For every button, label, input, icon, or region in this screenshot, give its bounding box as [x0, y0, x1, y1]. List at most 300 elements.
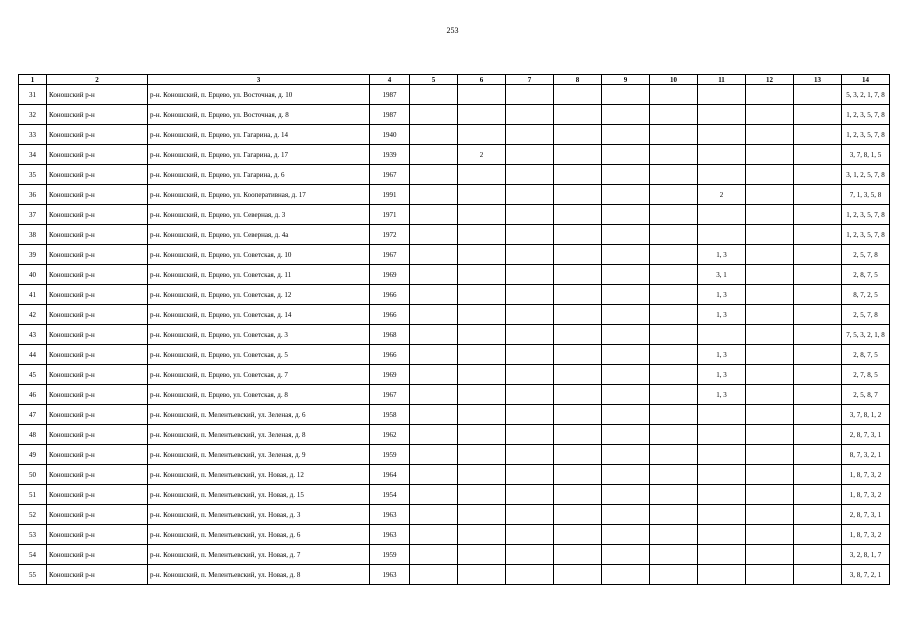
- district-cell: Коношский р-н: [47, 445, 148, 465]
- district-cell: Коношский р-н: [47, 545, 148, 565]
- district-cell: Коношский р-н: [47, 245, 148, 265]
- col9-cell: [602, 365, 650, 385]
- column-header: 1: [19, 75, 47, 85]
- col12-cell: [746, 105, 794, 125]
- col12-cell: [746, 465, 794, 485]
- year-cell: 1966: [370, 345, 410, 365]
- col5-cell: [410, 145, 458, 165]
- row-number-cell: 44: [19, 345, 47, 365]
- col12-cell: [746, 505, 794, 525]
- table-row: [19, 345, 890, 365]
- table-row: [19, 325, 890, 345]
- district-cell: Коношский р-н: [47, 105, 148, 125]
- address-cell: р-н. Коношский, п. Мелентьевский, ул. Новая, д. 7: [148, 545, 370, 565]
- col12-cell: [746, 445, 794, 465]
- col13-cell: [794, 205, 842, 225]
- row-number-cell: 46: [19, 385, 47, 405]
- col13-cell: [794, 145, 842, 165]
- address-cell: р-н. Коношский, п. Ерцево, ул. Советская, д. 5: [148, 345, 370, 365]
- col12-cell: [746, 485, 794, 505]
- col13-cell: [794, 445, 842, 465]
- col8-cell: [554, 405, 602, 425]
- address-cell: р-н. Коношский, п. Ерцево, ул. Советская, д. 10: [148, 245, 370, 265]
- col10-cell: [650, 345, 698, 365]
- col14-cell: 2, 8, 7, 3, 1: [842, 505, 890, 525]
- year-cell: 1972: [370, 225, 410, 245]
- district-cell: Коношский р-н: [47, 265, 148, 285]
- col9-cell: [602, 125, 650, 145]
- col14-cell: 1, 2, 3, 5, 7, 8: [842, 205, 890, 225]
- district-cell: Коношский р-н: [47, 385, 148, 405]
- col8-cell: [554, 425, 602, 445]
- col11-cell: 1, 3: [698, 305, 746, 325]
- col14-cell: 1, 2, 3, 5, 7, 8: [842, 105, 890, 125]
- col8-cell: [554, 145, 602, 165]
- col11-cell: [698, 465, 746, 485]
- col12-cell: [746, 85, 794, 105]
- table-row: [19, 425, 890, 445]
- year-cell: 1963: [370, 525, 410, 545]
- col6-cell: [458, 225, 506, 245]
- col9-cell: [602, 405, 650, 425]
- col6-cell: 2: [458, 145, 506, 165]
- col7-cell: [506, 405, 554, 425]
- district-cell: Коношский р-н: [47, 425, 148, 445]
- col11-cell: [698, 125, 746, 145]
- col13-cell: [794, 525, 842, 545]
- col14-cell: 2, 8, 7, 5: [842, 345, 890, 365]
- col10-cell: [650, 545, 698, 565]
- col8-cell: [554, 245, 602, 265]
- address-cell: р-н. Коношский, п. Ерцево, ул. Северная, д. 3: [148, 205, 370, 225]
- col14-cell: 2, 8, 7, 3, 1: [842, 425, 890, 445]
- col11-cell: [698, 105, 746, 125]
- row-number-cell: 36: [19, 185, 47, 205]
- col8-cell: [554, 545, 602, 565]
- col11-cell: 1, 3: [698, 385, 746, 405]
- year-cell: 1964: [370, 465, 410, 485]
- col8-cell: [554, 105, 602, 125]
- col10-cell: [650, 185, 698, 205]
- district-cell: Коношский р-н: [47, 225, 148, 245]
- col7-cell: [506, 425, 554, 445]
- col8-cell: [554, 85, 602, 105]
- year-cell: 1959: [370, 445, 410, 465]
- col5-cell: [410, 205, 458, 225]
- col8-cell: [554, 265, 602, 285]
- row-number-cell: 33: [19, 125, 47, 145]
- col12-cell: [746, 405, 794, 425]
- col7-cell: [506, 345, 554, 365]
- col9-cell: [602, 85, 650, 105]
- col14-cell: 1, 8, 7, 3, 2: [842, 525, 890, 545]
- col6-cell: [458, 285, 506, 305]
- year-cell: 1962: [370, 425, 410, 445]
- col13-cell: [794, 125, 842, 145]
- col7-cell: [506, 365, 554, 385]
- col9-cell: [602, 285, 650, 305]
- district-cell: Коношский р-н: [47, 85, 148, 105]
- col5-cell: [410, 565, 458, 585]
- district-cell: Коношский р-н: [47, 285, 148, 305]
- district-cell: Коношский р-н: [47, 485, 148, 505]
- column-header: 6: [458, 75, 506, 85]
- row-number-cell: 38: [19, 225, 47, 245]
- col13-cell: [794, 325, 842, 345]
- year-cell: 1987: [370, 105, 410, 125]
- year-cell: 1959: [370, 545, 410, 565]
- col11-cell: [698, 145, 746, 165]
- col12-cell: [746, 365, 794, 385]
- col7-cell: [506, 85, 554, 105]
- district-cell: Коношский р-н: [47, 565, 148, 585]
- col7-cell: [506, 145, 554, 165]
- col9-cell: [602, 105, 650, 125]
- col13-cell: [794, 465, 842, 485]
- district-cell: Коношский р-н: [47, 165, 148, 185]
- address-cell: р-н. Коношский, п. Ерцево, ул. Советская, д. 7: [148, 365, 370, 385]
- table-row: [19, 545, 890, 565]
- col9-cell: [602, 485, 650, 505]
- col5-cell: [410, 465, 458, 485]
- table-row: [19, 105, 890, 125]
- col12-cell: [746, 225, 794, 245]
- col10-cell: [650, 525, 698, 545]
- col13-cell: [794, 245, 842, 265]
- col10-cell: [650, 565, 698, 585]
- col12-cell: [746, 545, 794, 565]
- table-row: [19, 465, 890, 485]
- address-cell: р-н. Коношский, п. Ерцево, ул. Советская, д. 11: [148, 265, 370, 285]
- col7-cell: [506, 125, 554, 145]
- col12-cell: [746, 265, 794, 285]
- col14-cell: 2, 7, 8, 5: [842, 365, 890, 385]
- col12-cell: [746, 285, 794, 305]
- col7-cell: [506, 245, 554, 265]
- col9-cell: [602, 325, 650, 345]
- col11-cell: [698, 565, 746, 585]
- col14-cell: 2, 5, 7, 8: [842, 305, 890, 325]
- year-cell: 1966: [370, 285, 410, 305]
- col14-cell: 1, 8, 7, 3, 2: [842, 465, 890, 485]
- row-number-cell: 35: [19, 165, 47, 185]
- col10-cell: [650, 125, 698, 145]
- address-cell: р-н. Коношский, п. Ерцево, ул. Северная, д. 4а: [148, 225, 370, 245]
- col9-cell: [602, 545, 650, 565]
- col13-cell: [794, 385, 842, 405]
- table-row: [19, 505, 890, 525]
- col8-cell: [554, 485, 602, 505]
- address-cell: р-н. Коношский, п. Мелентьевский, ул. Новая, д. 8: [148, 565, 370, 585]
- table-row: [19, 285, 890, 305]
- col7-cell: [506, 505, 554, 525]
- district-cell: Коношский р-н: [47, 305, 148, 325]
- row-number-cell: 41: [19, 285, 47, 305]
- col13-cell: [794, 565, 842, 585]
- col5-cell: [410, 325, 458, 345]
- col6-cell: [458, 105, 506, 125]
- col7-cell: [506, 285, 554, 305]
- col11-cell: [698, 325, 746, 345]
- table-row: [19, 565, 890, 585]
- col14-cell: 1, 2, 3, 5, 7, 8: [842, 125, 890, 145]
- col14-cell: 1, 2, 3, 5, 7, 8: [842, 225, 890, 245]
- col11-cell: [698, 545, 746, 565]
- page-number: 253: [446, 26, 459, 35]
- col10-cell: [650, 405, 698, 425]
- year-cell: 1971: [370, 205, 410, 225]
- table-row: [19, 485, 890, 505]
- col13-cell: [794, 225, 842, 245]
- col11-cell: 1, 3: [698, 285, 746, 305]
- col7-cell: [506, 325, 554, 345]
- address-cell: р-н. Коношский, п. Ерцево, ул. Гагарина, д. 14: [148, 125, 370, 145]
- col10-cell: [650, 385, 698, 405]
- district-cell: Коношский р-н: [47, 405, 148, 425]
- column-header: 4: [370, 75, 410, 85]
- col10-cell: [650, 205, 698, 225]
- col11-cell: 1, 3: [698, 245, 746, 265]
- address-cell: р-н. Коношский, п. Мелентьевский, ул. Зеленая, д. 6: [148, 405, 370, 425]
- col14-cell: 3, 7, 8, 1, 5: [842, 145, 890, 165]
- col13-cell: [794, 265, 842, 285]
- col8-cell: [554, 185, 602, 205]
- col8-cell: [554, 125, 602, 145]
- col10-cell: [650, 85, 698, 105]
- col12-cell: [746, 205, 794, 225]
- col8-cell: [554, 345, 602, 365]
- table-row: [19, 445, 890, 465]
- col12-cell: [746, 165, 794, 185]
- col9-cell: [602, 345, 650, 365]
- col13-cell: [794, 545, 842, 565]
- row-number-cell: 52: [19, 505, 47, 525]
- col7-cell: [506, 205, 554, 225]
- col9-cell: [602, 145, 650, 165]
- year-cell: 1967: [370, 165, 410, 185]
- address-cell: р-н. Коношский, п. Ерцево, ул. Советская, д. 14: [148, 305, 370, 325]
- address-cell: р-н. Коношский, п. Мелентьевский, ул. Зеленая, д. 9: [148, 445, 370, 465]
- table-row: [19, 205, 890, 225]
- col11-cell: [698, 225, 746, 245]
- table-row: [19, 165, 890, 185]
- col13-cell: [794, 365, 842, 385]
- col5-cell: [410, 405, 458, 425]
- column-header: 10: [650, 75, 698, 85]
- table-row: [19, 225, 890, 245]
- col10-cell: [650, 265, 698, 285]
- col11-cell: [698, 505, 746, 525]
- col14-cell: 2, 5, 7, 8: [842, 245, 890, 265]
- col9-cell: [602, 305, 650, 325]
- district-cell: Коношский р-н: [47, 465, 148, 485]
- year-cell: 1958: [370, 405, 410, 425]
- col14-cell: 1, 8, 7, 3, 2: [842, 485, 890, 505]
- year-cell: 1969: [370, 265, 410, 285]
- col6-cell: [458, 565, 506, 585]
- col7-cell: [506, 485, 554, 505]
- address-cell: р-н. Коношский, п. Мелентьевский, ул. Новая, д. 15: [148, 485, 370, 505]
- col10-cell: [650, 425, 698, 445]
- col5-cell: [410, 365, 458, 385]
- col12-cell: [746, 325, 794, 345]
- col5-cell: [410, 545, 458, 565]
- col13-cell: [794, 285, 842, 305]
- col9-cell: [602, 385, 650, 405]
- col9-cell: [602, 465, 650, 485]
- table-row: [19, 525, 890, 545]
- col10-cell: [650, 165, 698, 185]
- address-cell: р-н. Коношский, п. Ерцево, ул. Гагарина, д. 6: [148, 165, 370, 185]
- col10-cell: [650, 245, 698, 265]
- col9-cell: [602, 205, 650, 225]
- col6-cell: [458, 485, 506, 505]
- column-header: 9: [602, 75, 650, 85]
- col10-cell: [650, 505, 698, 525]
- col11-cell: 3, 1: [698, 265, 746, 285]
- year-cell: 1940: [370, 125, 410, 145]
- col5-cell: [410, 425, 458, 445]
- column-header: 13: [794, 75, 842, 85]
- col13-cell: [794, 185, 842, 205]
- col12-cell: [746, 565, 794, 585]
- table-row: [19, 125, 890, 145]
- col8-cell: [554, 205, 602, 225]
- col11-cell: [698, 525, 746, 545]
- column-header: 11: [698, 75, 746, 85]
- col6-cell: [458, 385, 506, 405]
- year-cell: 1967: [370, 385, 410, 405]
- col11-cell: 1, 3: [698, 365, 746, 385]
- col7-cell: [506, 385, 554, 405]
- row-number-cell: 37: [19, 205, 47, 225]
- col8-cell: [554, 225, 602, 245]
- col13-cell: [794, 485, 842, 505]
- col7-cell: [506, 265, 554, 285]
- col5-cell: [410, 445, 458, 465]
- col6-cell: [458, 165, 506, 185]
- table-row: [19, 245, 890, 265]
- col5-cell: [410, 85, 458, 105]
- table-row: [19, 305, 890, 325]
- col7-cell: [506, 225, 554, 245]
- col7-cell: [506, 105, 554, 125]
- year-cell: 1991: [370, 185, 410, 205]
- district-cell: Коношский р-н: [47, 145, 148, 165]
- col6-cell: [458, 365, 506, 385]
- col9-cell: [602, 525, 650, 545]
- district-cell: Коношский р-н: [47, 325, 148, 345]
- col5-cell: [410, 525, 458, 545]
- col7-cell: [506, 305, 554, 325]
- col5-cell: [410, 185, 458, 205]
- col5-cell: [410, 345, 458, 365]
- col11-cell: [698, 485, 746, 505]
- col7-cell: [506, 445, 554, 465]
- col13-cell: [794, 85, 842, 105]
- col6-cell: [458, 545, 506, 565]
- col6-cell: [458, 345, 506, 365]
- header-row: [19, 75, 890, 85]
- address-cell: р-н. Коношский, п. Ерцево, ул. Советская, д. 12: [148, 285, 370, 305]
- col12-cell: [746, 525, 794, 545]
- col12-cell: [746, 385, 794, 405]
- col8-cell: [554, 505, 602, 525]
- col10-cell: [650, 445, 698, 465]
- col7-cell: [506, 545, 554, 565]
- col10-cell: [650, 145, 698, 165]
- col5-cell: [410, 165, 458, 185]
- col14-cell: 2, 8, 7, 5: [842, 265, 890, 285]
- col11-cell: 2: [698, 185, 746, 205]
- column-header: 14: [842, 75, 890, 85]
- col11-cell: [698, 205, 746, 225]
- year-cell: 1963: [370, 505, 410, 525]
- col5-cell: [410, 485, 458, 505]
- col14-cell: 7, 5, 3, 2, 1, 8: [842, 325, 890, 345]
- col9-cell: [602, 185, 650, 205]
- table-header: [19, 75, 890, 85]
- col14-cell: 7, 1, 3, 5, 8: [842, 185, 890, 205]
- column-header: 5: [410, 75, 458, 85]
- row-number-cell: 31: [19, 85, 47, 105]
- col11-cell: [698, 85, 746, 105]
- col8-cell: [554, 365, 602, 385]
- row-number-cell: 43: [19, 325, 47, 345]
- col8-cell: [554, 385, 602, 405]
- col5-cell: [410, 285, 458, 305]
- col13-cell: [794, 505, 842, 525]
- table-row: [19, 365, 890, 385]
- col9-cell: [602, 565, 650, 585]
- row-number-cell: 53: [19, 525, 47, 545]
- row-number-cell: 34: [19, 145, 47, 165]
- col10-cell: [650, 325, 698, 345]
- table-body: [19, 85, 890, 585]
- col12-cell: [746, 425, 794, 445]
- year-cell: 1939: [370, 145, 410, 165]
- column-header: 8: [554, 75, 602, 85]
- address-cell: р-н. Коношский, п. Мелентьевский, ул. Новая, д. 3: [148, 505, 370, 525]
- col7-cell: [506, 165, 554, 185]
- col12-cell: [746, 305, 794, 325]
- col9-cell: [602, 425, 650, 445]
- col13-cell: [794, 345, 842, 365]
- col13-cell: [794, 105, 842, 125]
- col9-cell: [602, 225, 650, 245]
- district-cell: Коношский р-н: [47, 185, 148, 205]
- col7-cell: [506, 565, 554, 585]
- col11-cell: [698, 165, 746, 185]
- table-row: [19, 385, 890, 405]
- year-cell: 1969: [370, 365, 410, 385]
- col10-cell: [650, 305, 698, 325]
- column-header: 12: [746, 75, 794, 85]
- col6-cell: [458, 125, 506, 145]
- col5-cell: [410, 265, 458, 285]
- address-cell: р-н. Коношский, п. Ерцево, ул. Восточная, д. 8: [148, 105, 370, 125]
- col7-cell: [506, 465, 554, 485]
- row-number-cell: 42: [19, 305, 47, 325]
- table-row: [19, 265, 890, 285]
- row-number-cell: 45: [19, 365, 47, 385]
- col7-cell: [506, 185, 554, 205]
- col6-cell: [458, 505, 506, 525]
- col13-cell: [794, 405, 842, 425]
- col13-cell: [794, 165, 842, 185]
- year-cell: 1963: [370, 565, 410, 585]
- col12-cell: [746, 185, 794, 205]
